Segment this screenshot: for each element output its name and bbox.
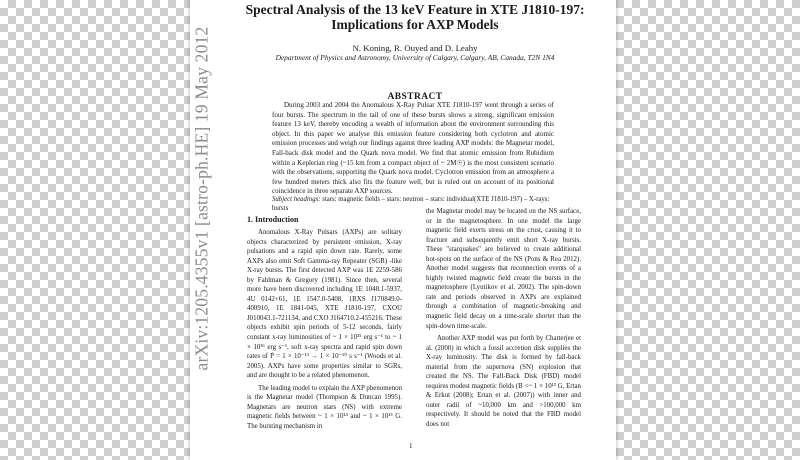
intro-paragraph-2-continued: the Magnetar model may be located on the NS surface, or in the magnetosphere. In one model the large magnetic field exerts stress on the crust, causing it to fracture and subsequently emit short X-ray bursts. These "starquakes" are believed to create additional hot-spots on the surface of the NS (Pons & Rea 2012). Another model suggests that reconnection events of a highly twisted magnetic field create the bursts in the magnetosphere (Lyutikov et al. 2002). The spin-down rate and periods observed in AXPs are explained through a combination of magnetic-breaking and magnetic field decay on a time-scale shorter than the spin-down time-scale. — [426, 208, 581, 330]
paper-title-line-2: Implications for AXP Models — [331, 17, 499, 32]
intro-paragraph-1: Anomalous X-Ray Pulsars (AXPs) are solitary objects characterized by persistent emission, X-ray pulsations and a rapid spin down rate. Rarely, some AXPs also emit Soft Gamma-ray Repeater (SGR) -like X-ray bursts. The first detected AXP was 1E 2259-586 by Fahlman & Gregory (1981). Since then, several more have been discovered including 1E 1048.1-5937, 4U 0142+61, 1E 1547.0-5408, 1RXS J170849.0-400910, 1E 1841-045, XTE J1810-197, CXOU J010043.1-721134, and CXO J164710.2-455216. These objects exhibit spin periods of 5-12 seconds, fairly constant x-ray luminosities of ~ 1 × 10³⁵ erg s⁻¹ to ~ 1 × 10³⁶ erg s⁻¹, soft x-ray spectra and rapid spin down rates of Ṗ = 1 × 10⁻¹³ → 1 × 10⁻¹⁰ s s⁻¹ (Woods et al. 2005). AXPs have some properties similar to SGRs, and are thought to be a related phenomenon. — [247, 229, 402, 380]
subject-headings-text: stars: magnetic fields – stars: neutron – stars: individual(XTE J1810-197) – X-rays: bursts — [272, 196, 550, 212]
paper-page — [190, 0, 616, 460]
intro-paragraph-2: The leading model to explain the AXP phenomenon is the Magnetar model (Thompson & Duncan 1995). Magnetars are neutron stars (NS) with extreme magnetic fields between ~ 1 × 10¹⁴ and ~ 1 × 10¹⁵ G. The bursting mechanism in — [247, 384, 402, 430]
affiliation: Department of Physics and Astronomy, University of Calgary, Calgary, AB, Canada, T2N 1N4 — [275, 53, 555, 62]
page-number: 1 — [409, 442, 413, 450]
abstract-heading: ABSTRACT — [387, 92, 443, 102]
abstract-text: During 2003 and 2004 the Anomalous X-Ray Pulsar XTE J1810-197 went through a series of four bursts. The spectrum in the tail of one of these bursts shows a strong, significant emission feature 13 keV, thereby encoding a wealth of information about the environment surrounding this object. In this paper we analyse this emission feature considering both cyclotron and atomic emission processes and weigh our findings against three leading AXP models: the Magnetar model, Fall-back disk model and the Quark nova model. We find that atomic emission from Rubidium within a Keplerian ring (~15 km from a compact object of ~ 2M☉) is the most consistent scenario with the observations, supporting the Quark nova model. Cyclotron emission from an atmosphere a few hundred meters thick also fits the feature well, but is ruled out on account of its positional coincidence in three separate AXP sources. — [272, 101, 554, 196]
right-column — [426, 207, 581, 433]
left-column — [247, 228, 402, 434]
subject-headings-label: Subject headings: — [272, 196, 321, 203]
section-heading-introduction: 1. Introduction — [247, 215, 299, 224]
paper-title-line-1: Spectral Analysis of the 13 keV Feature in XTE J1810-197: — [245, 2, 585, 17]
author-list: N. Koning, R. Ouyed and D. Leahy — [352, 43, 478, 53]
arxiv-identifier[interactable]: arXiv:1205.4355v1 [astro-ph.HE] 19 May 2012 — [191, 26, 212, 371]
intro-paragraph-3: Another AXP model was put forth by Chatterjee et al. (2000) in which a fossil accretion disk supplies the X-ray luminosity. The disk is formed by fall-back material from the supernova (SN) explosion that created the NS. The Fall-Back Disk (FBD) model requires modest magnetic fields (B <~ 1 × 10¹³ G, Ertan & Erkut (2008); Ertan et al. (2007)) with inner and outer radii of ~10,000 km and >100,000 km respectively. It should be noted that the FBD model does not — [426, 335, 581, 429]
